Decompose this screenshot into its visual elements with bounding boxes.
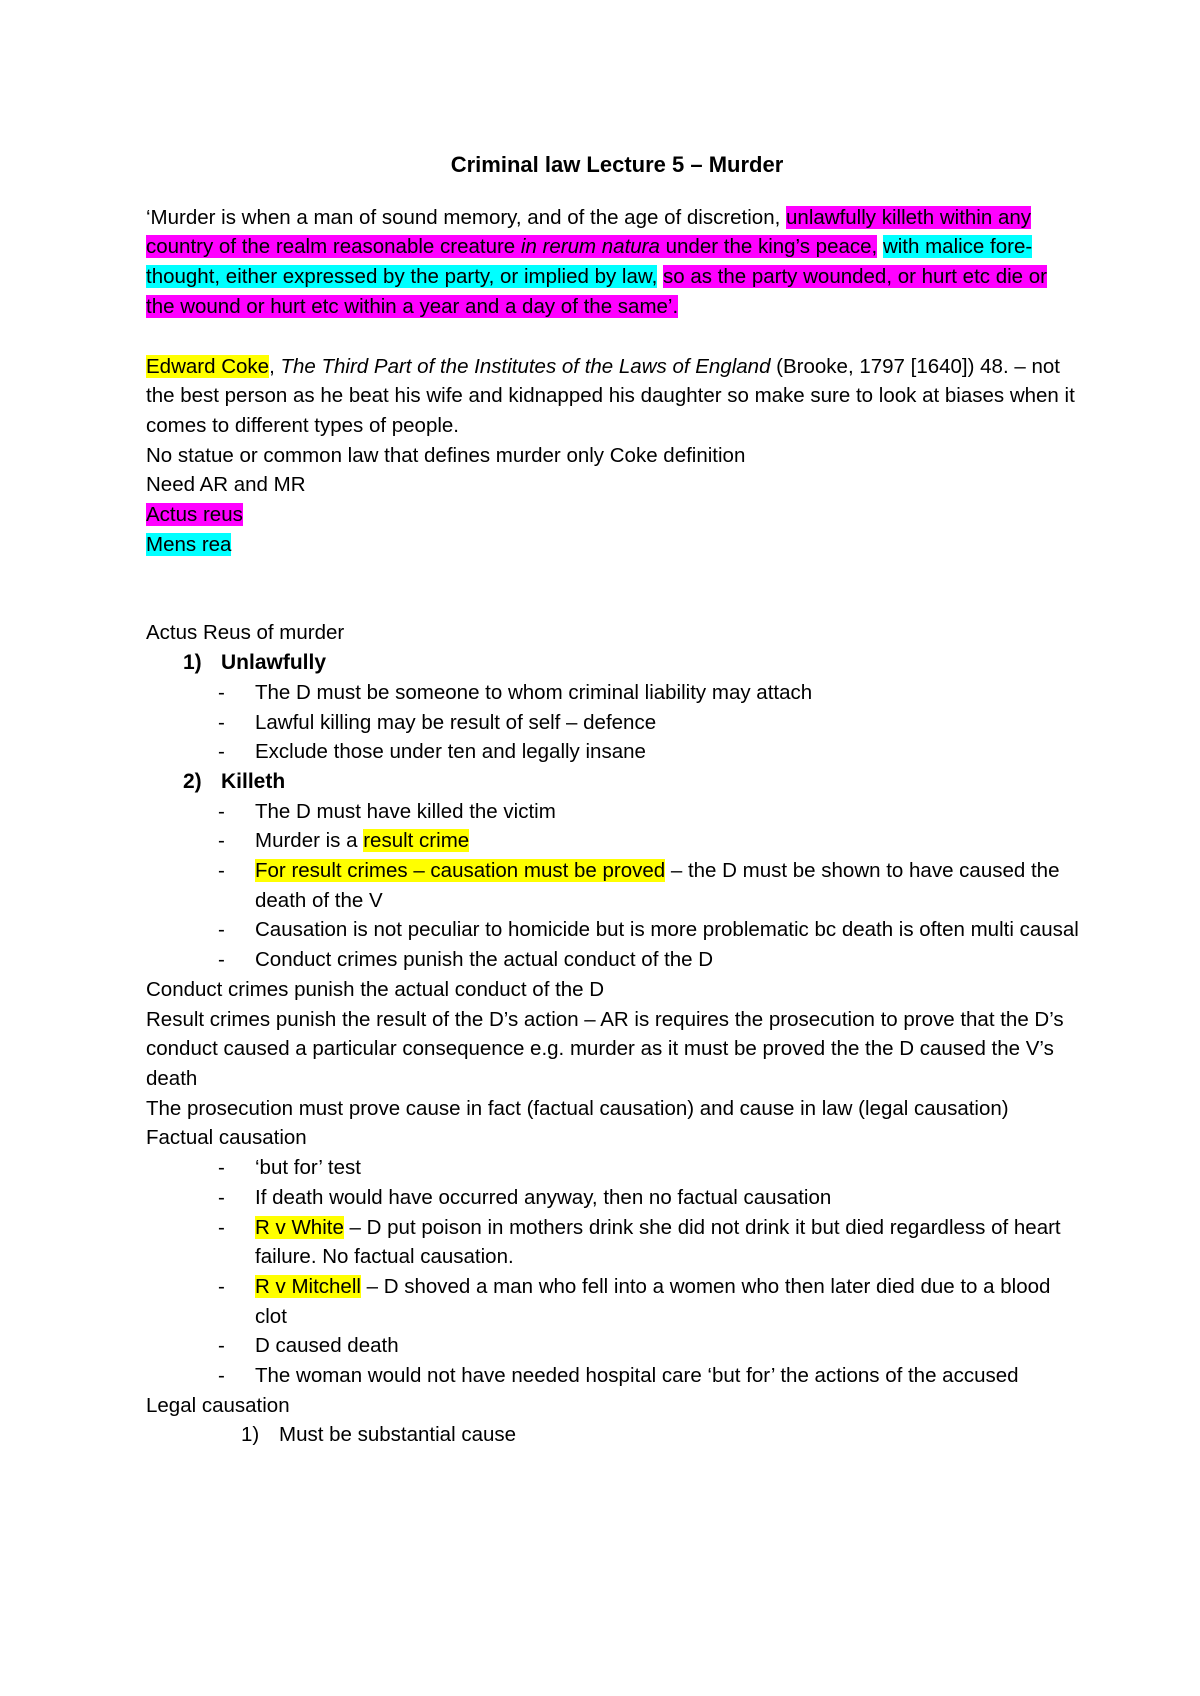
- list-item-text: [255, 1272, 1080, 1331]
- list-number: 1): [183, 651, 202, 675]
- dash-bullet: -: [218, 829, 225, 853]
- dash-bullet: -: [218, 799, 225, 823]
- dash-bullet: -: [218, 1185, 225, 1209]
- quote-highlight-cyan: with malice fore-thought, either expressed by the party, or implied by law,: [146, 235, 1033, 289]
- dash-bullet: -: [218, 1156, 225, 1180]
- list-item: [146, 856, 1080, 915]
- spacer: [146, 322, 1080, 352]
- list-item-text: Causation is not peculiar to homicide but is more problematic bc death is often multi causal: [255, 918, 1079, 942]
- mens-rea-highlight: Mens rea: [146, 532, 232, 556]
- list-item: [146, 678, 1080, 708]
- list-item-text: The D must have killed the victim: [255, 799, 556, 823]
- citation-sep: ,: [269, 354, 281, 378]
- heading-label: Killeth: [221, 769, 286, 793]
- list-item: [146, 1331, 1080, 1361]
- citation: [146, 352, 1080, 441]
- list-item-text: [255, 826, 1080, 856]
- page-title: Criminal law Lecture 5 – Murder: [450, 152, 784, 177]
- no-statue-line: No statue or common law that defines murder only Coke definition: [146, 443, 746, 467]
- killeth-list: [146, 797, 1080, 975]
- dash-bullet: -: [218, 1215, 225, 1239]
- list-item: [146, 1272, 1080, 1331]
- list-item-text: [255, 856, 1080, 915]
- text-run: – the D must be shown to have caused the death of the V: [255, 859, 1060, 912]
- actus-reus-line: [146, 500, 1080, 530]
- dash-bullet: -: [218, 1274, 225, 1298]
- mens-rea-line: [146, 530, 1080, 560]
- factual-causation-heading: Factual causation: [146, 1126, 307, 1150]
- dash-bullet: -: [218, 859, 225, 883]
- actus-reus-highlight: Actus reus: [146, 503, 243, 527]
- list-item-text: The woman would not have needed hospital care ‘but for’ the actions of the accused: [255, 1364, 1019, 1388]
- list-item-text: D caused death: [255, 1334, 399, 1358]
- quote-h1c: under the king’s peace,: [659, 235, 878, 259]
- list-number: 2): [183, 769, 202, 793]
- legal-causation-item: [146, 1420, 1080, 1450]
- spacer: [146, 559, 1080, 618]
- text-run: – D put poison in mothers drink she did not drink it but died regardless of heart failure. No factual causation.: [255, 1215, 1061, 1269]
- list-item: [146, 1361, 1080, 1391]
- killeth-heading: [146, 767, 1080, 797]
- list-item: [146, 1213, 1080, 1272]
- list-item: [146, 915, 1080, 945]
- list-item-text: Lawful killing may be result of self – defence: [255, 710, 657, 734]
- list-item: [146, 708, 1080, 738]
- quote-highlight-magenta-2: so as the party wounded, or hurt etc die or the wound or hurt etc within a year and a day of the same’.: [146, 265, 1047, 318]
- unlawfully-list: [146, 678, 1080, 767]
- citation-rest: (Brooke, 1797 [1640]) 48. – not the best person as he beat his wife and kidnapped his daughter so make sure to look at biases when it comes to different types of people.: [146, 354, 1075, 437]
- coke-quote: [146, 203, 1080, 322]
- factual-list: [146, 1153, 1080, 1391]
- list-item: [146, 737, 1080, 767]
- dash-bullet: -: [218, 680, 225, 704]
- legal-causation-heading: Legal causation: [146, 1393, 290, 1417]
- list-item-text: Conduct crimes punish the actual conduct of the D: [255, 948, 714, 972]
- quote-part-1: ‘Murder is when a man of sound memory, and of the age of discretion,: [146, 205, 787, 229]
- heading-label: Unlawfully: [221, 651, 327, 675]
- dash-bullet: -: [218, 710, 225, 734]
- causation-highlight: For result crimes – causation must be proved: [255, 859, 666, 883]
- need-ar-mr-line: Need AR and MR: [146, 473, 306, 497]
- dash-bullet: -: [218, 918, 225, 942]
- list-item-text: ‘but for’ test: [255, 1156, 361, 1180]
- list-item: [146, 1153, 1080, 1183]
- result-crime-highlight: result crime: [363, 829, 470, 853]
- conduct-crimes-line: Conduct crimes punish the actual conduct of the D: [146, 977, 605, 1001]
- list-item: [146, 797, 1080, 827]
- list-item-text: Must be substantial cause: [279, 1423, 517, 1447]
- quote-h1a: unlawfully killeth within any country of the realm reasonable creature: [146, 205, 1031, 259]
- citation-author: Edward Coke: [146, 354, 270, 378]
- list-item-text: If death would have occurred anyway, then no factual causation: [255, 1185, 832, 1209]
- text-run: – D shoved a man who fell into a women who then later died due to a blood clot: [255, 1274, 1051, 1328]
- list-item: [146, 945, 1080, 975]
- dash-bullet: -: [218, 1334, 225, 1358]
- quote-latin-term: in rerum natura: [520, 235, 660, 259]
- dash-bullet: -: [218, 948, 225, 972]
- citation-book: The Third Part of the Institutes of the Laws of England: [280, 354, 771, 378]
- unlawfully-heading: [146, 648, 1080, 678]
- list-number: 1): [241, 1423, 260, 1447]
- case-name-highlight: R v White: [255, 1215, 344, 1239]
- list-item-text: The D must be someone to whom criminal liability may attach: [255, 680, 813, 704]
- list-item: [146, 826, 1080, 856]
- list-item-text: [255, 1213, 1080, 1272]
- ar-heading: Actus Reus of murder: [146, 621, 345, 645]
- list-item: [146, 1183, 1080, 1213]
- case-name-highlight: R v Mitchell: [255, 1274, 361, 1298]
- text-run: Murder is a: [255, 829, 364, 853]
- dash-bullet: -: [218, 1364, 225, 1388]
- prosecution-paragraph: The prosecution must prove cause in fact (factual causation) and cause in law (legal causation): [146, 1096, 1009, 1120]
- result-crimes-paragraph: Result crimes punish the result of the D’s action – AR is requires the prosecution to prove that the D’s conduct caused a particular consequence e.g. murder as it must be proved the the D caused the V’s death: [146, 1007, 1064, 1090]
- dash-bullet: -: [218, 740, 225, 764]
- list-item-text: Exclude those under ten and legally insane: [255, 740, 646, 764]
